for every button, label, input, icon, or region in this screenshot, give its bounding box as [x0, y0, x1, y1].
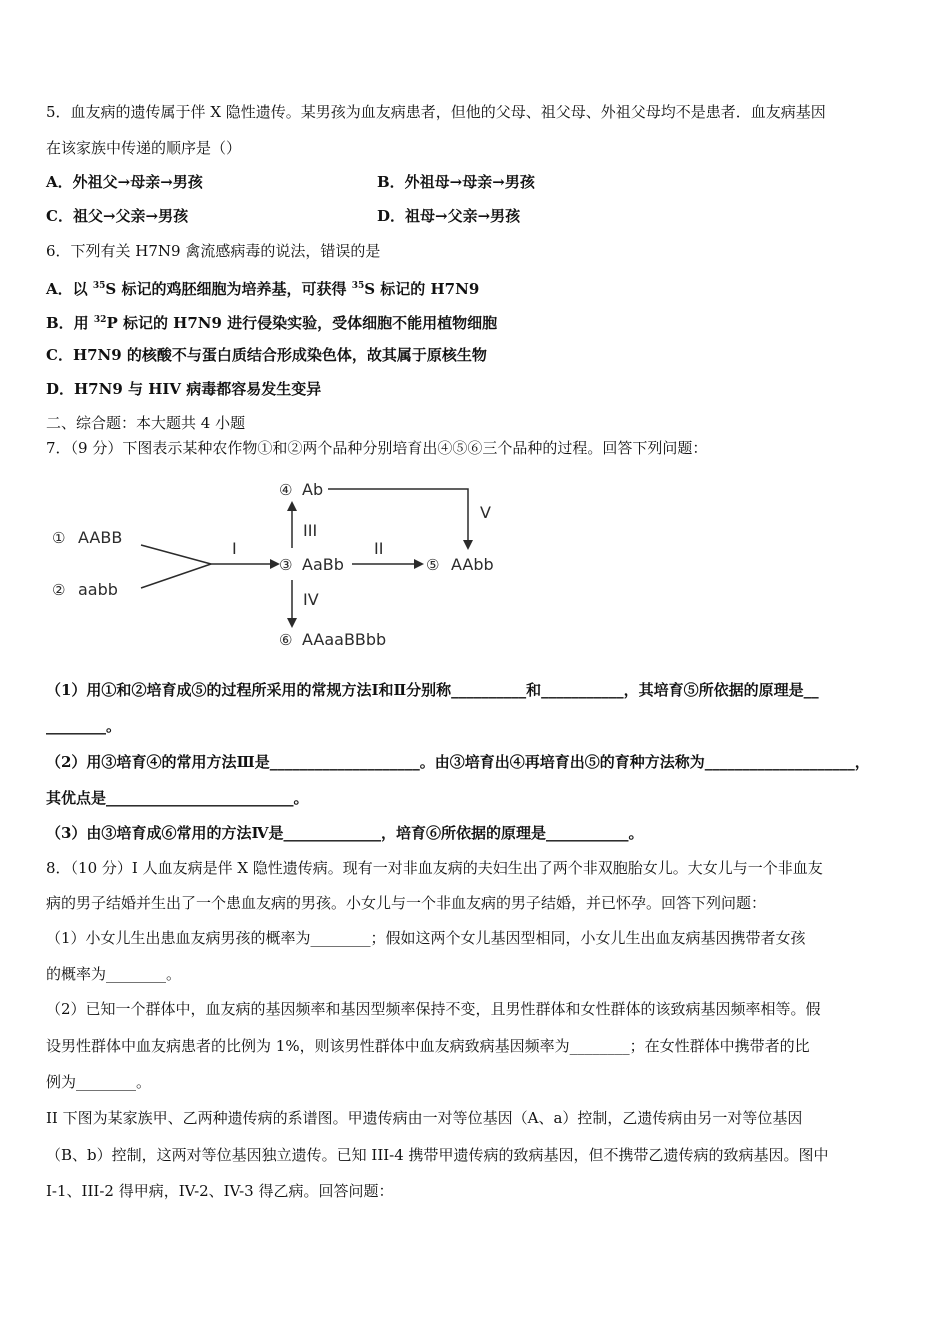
breeding-diagram — [46, 470, 516, 660]
q8-ii-line3: I-1、III-2 得甲病，IV-2、IV-3 得乙病。回答问题： — [46, 1182, 394, 1200]
line-from-node1 — [141, 545, 211, 564]
q6-b-suffix: P 标记的 H7N9 进行侵染实验，受体细胞不能用植物细胞 — [106, 314, 498, 332]
q8-part1-line1: （1）小女儿生出患血友病男孩的概率为________；假如这两个女儿基因型相同，小女儿生出血友病基因携带者女孩 — [46, 929, 806, 947]
q6-b-sup: 32 — [93, 315, 107, 325]
q5-stem-line2: 在该家族中传递的顺序是（） — [46, 139, 242, 157]
q6-a-sup1: 35 — [92, 281, 106, 291]
q6-b-prefix: B．用 — [46, 314, 94, 332]
node2-number: ② — [52, 581, 66, 599]
q5-option-d: D．祖母→父亲→男孩 — [377, 207, 521, 225]
q7-part1-line1: （1）用①和②培育成⑤的过程所采用的常规方法Ⅰ和Ⅱ分别称__________和___________，其培育⑤所依据的原理是__ — [46, 681, 819, 699]
node5-number: ⑤ — [426, 556, 440, 574]
q6-option-d: D．H7N9 与 HIV 病毒都容易发生变异 — [46, 380, 322, 398]
method-3-label: III — [303, 521, 318, 540]
q6-stem: 6．下列有关 H7N9 禽流感病毒的说法，错误的是 — [46, 242, 381, 260]
node3-number: ③ — [279, 556, 293, 574]
q7-part3: （3）由③培育成⑥常用的方法Ⅳ是_____________，培育⑥所依据的原理是___________。 — [46, 824, 644, 842]
q7-part2-line2: 其优点是_________________________。 — [46, 789, 309, 807]
q6-a-suffix: S 标记的 H7N9 — [364, 280, 480, 298]
method-5-label: V — [480, 503, 491, 522]
method-1-label: I — [232, 539, 237, 558]
q6-a-prefix: A．以 — [46, 280, 93, 298]
q5-stem-line1: 5．血友病的遗传属于伴 X 隐性遗传。某男孩为血友病患者，但他的父母、祖父母、外祖父母均不是患者．血友病基因 — [46, 103, 826, 121]
node4-label: Ab — [302, 480, 324, 499]
q5-option-b: B．外祖母→母亲→男孩 — [377, 173, 535, 191]
q8-ii-line1: II 下图为某家族甲、乙两种遗传病的系谱图。甲遗传病由一对等位基因（A、a）控制，乙遗传病由另一对等位基因 — [46, 1109, 803, 1127]
q8-part2-line1: （2）已知一个群体中，血友病的基因频率和基因型频率保持不变，且男性群体和女性群体的该致病基因频率相等。假 — [46, 1000, 821, 1018]
q7-part1-line2: ________。 — [46, 717, 122, 735]
line-from-node2 — [141, 564, 211, 588]
q7-part2-line1: （2）用③培育④的常用方法Ⅲ是____________________。由③培育出④再培育出⑤的育种方法称为____________________， — [46, 753, 870, 771]
q6-option-b — [46, 310, 497, 333]
node1-number: ① — [52, 529, 66, 547]
method-4-label: IV — [303, 590, 319, 609]
q6-a-mid: S 标记的鸡胚细胞为培养基，可获得 — [105, 280, 352, 298]
q5-option-c: C．祖父→父亲→男孩 — [46, 207, 189, 225]
q5-option-a: A．外祖父→母亲→男孩 — [46, 173, 203, 191]
arrow-method-5 — [328, 489, 468, 548]
node5-label: AAbb — [451, 555, 494, 574]
node6-number: ⑥ — [279, 631, 293, 649]
q8-stem-line1: 8．（10 分）I 人血友病是伴 X 隐性遗传病。现有一对非血友病的夫妇生出了两个非双胞胎女儿。大女儿与一个非血友 — [46, 859, 823, 877]
q6-a-sup2: 35 — [351, 281, 365, 291]
q6-option-c: C．H7N9 的核酸不与蛋白质结合形成染色体，故其属于原核生物 — [46, 346, 487, 364]
q7-stem: 7．（9 分）下图表示某种农作物①和②两个品种分别培育出④⑤⑥三个品种的过程。回答下列问题： — [46, 439, 708, 457]
node3-label: AaBb — [302, 555, 344, 574]
q8-part1-line2: 的概率为________。 — [46, 965, 182, 983]
q8-part2-line2: 设男性群体中血友病患者的比例为 1%，则该男性群体中血友病致病基因频率为________；在女性群体中携带者的比 — [46, 1037, 810, 1055]
section-2-heading: 二、综合题：本大题共 4 小题 — [46, 414, 246, 432]
node4-number: ④ — [279, 481, 293, 499]
q6-option-a — [46, 276, 479, 299]
q8-part2-line3: 例为________。 — [46, 1073, 152, 1091]
node6-label: AAaaBBbb — [302, 630, 387, 649]
node1-label: AABB — [78, 528, 123, 547]
method-2-label: II — [374, 539, 384, 558]
q8-stem-line2: 病的男子结婚并生出了一个患血友病的男孩。小女儿与一个非血友病的男子结婚，并已怀孕。回答下列问题： — [46, 894, 767, 912]
node2-label: aabb — [78, 580, 118, 599]
q8-ii-line2: （B、b）控制，这两对等位基因独立遗传。已知 III-4 携带甲遗传病的致病基因，但不携带乙遗传病的致病基因。图中 — [46, 1146, 829, 1164]
